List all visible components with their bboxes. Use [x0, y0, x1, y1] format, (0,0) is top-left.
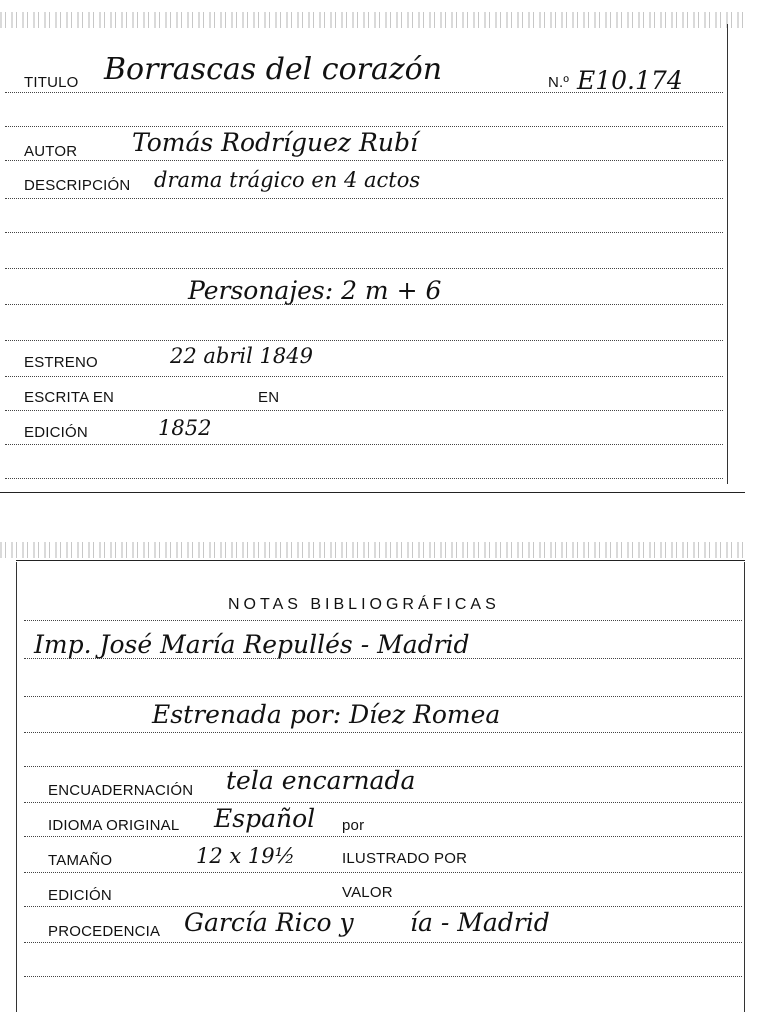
tamano-label: TAMAÑO	[48, 852, 113, 869]
edicion-value: 1852	[158, 416, 212, 440]
rule-line	[5, 268, 723, 269]
rule-line	[24, 942, 742, 943]
personajes-note: Personajes: 2 m + 6	[188, 276, 442, 305]
idioma-value: Español	[214, 804, 316, 833]
catalog-card-front	[0, 0, 759, 495]
torn-top-edge	[0, 12, 745, 28]
catalog-card-notes	[0, 540, 759, 1020]
procedencia-value: García Rico y	[184, 908, 354, 937]
escrita-en-label: ESCRITA EN	[24, 389, 115, 406]
rule-line	[5, 444, 723, 445]
rule-line	[24, 836, 742, 837]
rule-line	[24, 620, 742, 621]
rule-line	[5, 340, 723, 341]
autor-value: Tomás Rodríguez Rubí	[132, 128, 418, 157]
rule-line	[5, 410, 723, 411]
rule-line	[5, 126, 723, 127]
idioma-label: IDIOMA ORIGINAL	[48, 817, 180, 834]
autor-label: AUTOR	[24, 143, 78, 160]
card-top-border	[16, 560, 745, 561]
rule-line	[5, 232, 723, 233]
card-left-border	[16, 562, 17, 1012]
titulo-label: TITULO	[24, 74, 79, 91]
card-right-border	[744, 562, 745, 1012]
descripcion-label: DESCRIPCIÓN	[24, 177, 131, 194]
imprenta-note: Imp. José María Repullés - Madrid	[34, 630, 470, 659]
por-label: por	[342, 817, 365, 834]
encuadernacion-value: tela encarnada	[226, 766, 416, 795]
en-label: EN	[258, 389, 280, 406]
estreno-label: ESTRENO	[24, 354, 98, 371]
rule-line	[24, 696, 742, 697]
encuadernacion-label: ENCUADERNACIÓN	[48, 782, 194, 799]
torn-top-edge	[0, 542, 745, 558]
card-right-border	[727, 24, 728, 484]
estrenada-note: Estrenada por: Díez Romea	[152, 700, 501, 729]
rule-line	[5, 160, 723, 161]
card-bottom-border	[0, 492, 745, 493]
valor-label: VALOR	[342, 884, 393, 901]
tamano-value: 12 x 19½	[196, 844, 295, 868]
descripcion-value: drama trágico en 4 actos	[154, 168, 421, 192]
edicion2-label: EDICIÓN	[48, 887, 112, 904]
notas-heading: NOTAS BIBLIOGRÁFICAS	[228, 596, 500, 613]
rule-line	[24, 872, 742, 873]
rule-line	[5, 376, 723, 377]
numero-value: E10.174	[577, 66, 683, 95]
procedencia-label: PROCEDENCIA	[48, 923, 161, 940]
edicion-label: EDICIÓN	[24, 424, 88, 441]
procedencia-value-2: ía - Madrid	[410, 908, 550, 937]
rule-line	[5, 198, 723, 199]
rule-line	[24, 906, 742, 907]
rule-line	[24, 976, 742, 977]
titulo-value: Borrascas del corazón	[104, 52, 443, 87]
rule-line	[5, 478, 723, 479]
rule-line	[24, 802, 742, 803]
estreno-value: 22 abril 1849	[170, 344, 313, 368]
numero-label: N.º	[548, 74, 570, 91]
ilustrado-label: ILUSTRADO POR	[342, 850, 468, 867]
rule-line	[24, 732, 742, 733]
